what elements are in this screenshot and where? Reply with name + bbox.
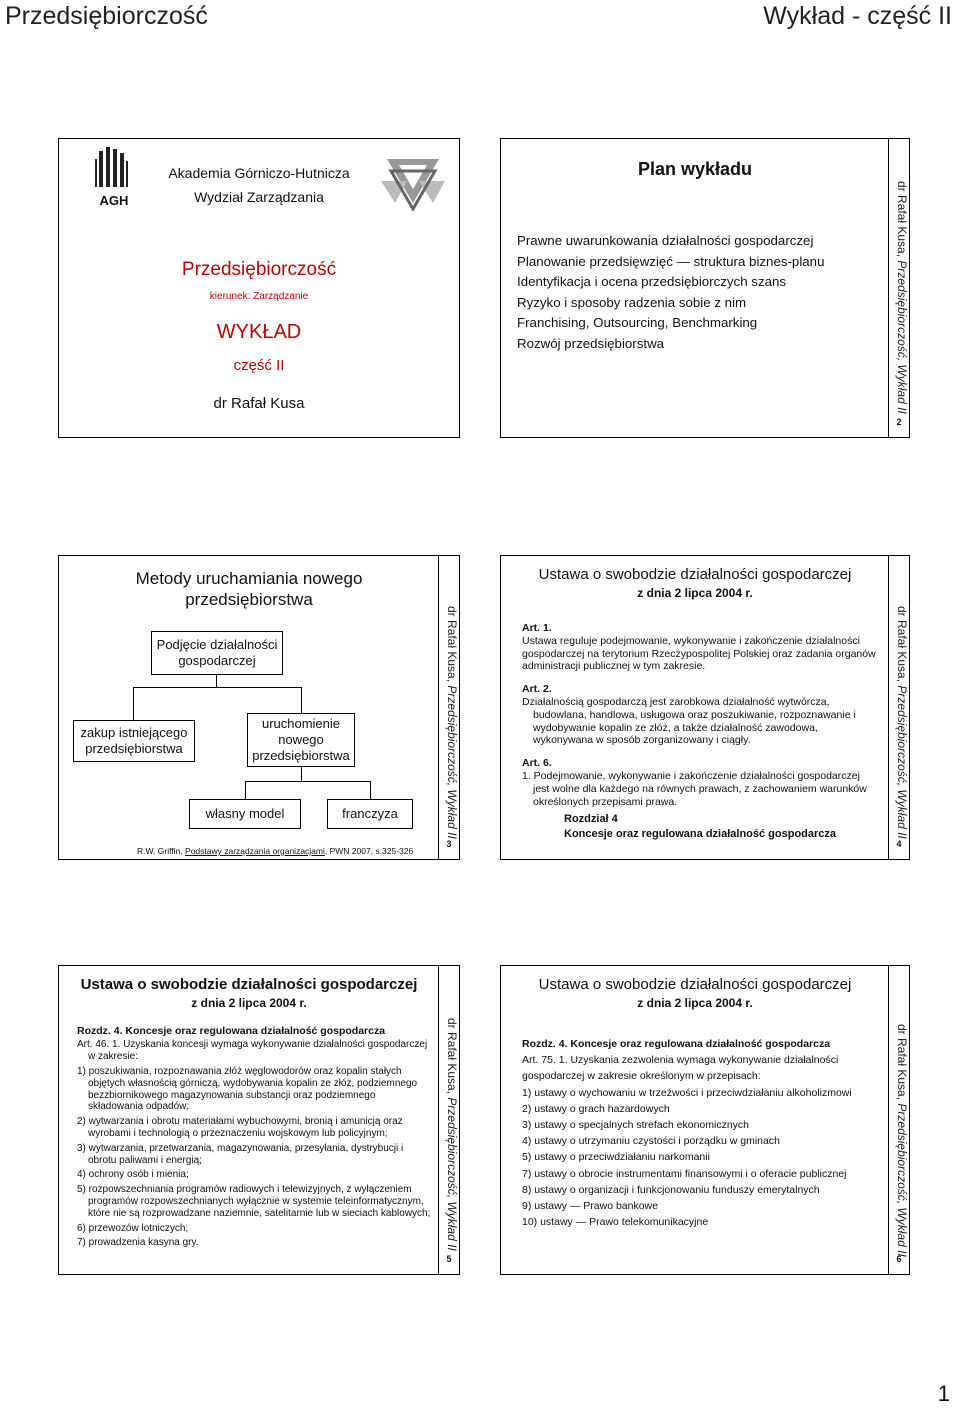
diagram-leaf-franchise: franczyza — [327, 799, 413, 829]
plan-item: Identyfikacja i ocena przedsiębiorczych szans — [517, 274, 787, 289]
connector-line — [216, 675, 217, 687]
course-title: Przedsiębiorczość — [181, 259, 337, 280]
source-citation: R.W. Griffin, Podstawy zarządzania organizacjami, PWN 2007, s.325-326 — [137, 846, 414, 856]
slide-sidebar — [888, 139, 909, 437]
chapter-heading: Rozdział 4 Koncesje oraz regulowana działalność gospodarcza — [564, 813, 837, 840]
list-item: 5) ustawy o przeciwdziałaniu narkomanii — [522, 1151, 710, 1164]
article-text: Ustawa reguluje podejmowanie, wykonywanie i zakończenie działalności gospodarczej na terytorium Rzeczypospolitej Polskiej oraz zadania organów administracji publicznej w tym zakresie. — [522, 634, 876, 673]
plan-list — [517, 231, 885, 354]
plan-item: Ryzyko i sposoby radzenia sobie z nim — [517, 294, 747, 310]
connector-line — [245, 781, 371, 782]
section-heading: Rozdz. 4. Koncesje oraz regulowana działalność gospodarcza — [77, 1025, 386, 1037]
article-intro: Art. 75. 1. Uzyskania zezwolenia wymaga wykonywanie działalności gospodarczej w zakresie określonym w przepisach: — [522, 1054, 839, 1083]
list-item: 4) ochrony osób i mienia; — [77, 1169, 189, 1181]
list-item: 2) wytwarzania i obrotu materiałami wybuchowymi, bronią i amunicją oraz wyrobami i technologią o przeznaczeniu wojskowym lub policyjnym; — [77, 1116, 403, 1139]
list-item: 7) prowadzenia kasyna gry. — [77, 1237, 199, 1249]
article-heading: Art. 1. — [522, 622, 552, 634]
slide-sidebar — [438, 556, 459, 859]
slide-title: Plan wykładu — [637, 159, 753, 179]
articles-text — [522, 622, 877, 808]
connector-line — [301, 687, 302, 713]
list-item: 2) ustawy o grach hazardowych — [522, 1102, 670, 1115]
diagram-leaf-own-model: własny model — [189, 799, 301, 829]
lecture-label: WYKŁAD — [216, 321, 302, 343]
slide-1 — [58, 138, 460, 438]
svg-text:AGH: AGH — [99, 193, 129, 208]
slide-subtitle: z dnia 2 lipca 2004 r. — [191, 996, 307, 1010]
plan-item: Planowanie przedsięwzięć — struktura biznes-planu — [517, 253, 825, 269]
slide-6 — [500, 965, 910, 1275]
list-item: 5) rozpowszechniania programów radiowych i telewizyjnych, z wyłączeniem programów rozpowszechnianych wyłącznie w systemie teleinformatycznym, które nie są rozprowadzane naziemnie, satelitarnie lub w sieciach kablowych; — [77, 1184, 431, 1219]
sidebar-author: dr Rafał Kusa, Przedsiębiorczość, Wykład II — [895, 1024, 909, 1257]
article-heading: Art. 6. — [522, 757, 552, 770]
list-item: 6) przewozów lotniczych; — [77, 1222, 189, 1234]
list-item: 9) ustawy — Prawo bankowe — [522, 1200, 658, 1213]
diagram-root-node: Podjęcie działalności gospodarczej — [151, 631, 283, 675]
slide-4 — [500, 555, 910, 860]
plan-item: Rozwój przedsiębiorstwa — [517, 335, 665, 351]
slide-number: 3 — [446, 839, 452, 849]
list-item: 3) wytwarzania, przetwarzania, magazynowania, przesyłania, dystrybucji i obrotu paliwami i energią; — [77, 1142, 404, 1166]
author-name: dr Rafał Kusa — [213, 395, 305, 412]
slide-title: Metody uruchamiania nowego przedsiębiorstwa — [135, 569, 363, 609]
list-item: 4) ustawy o utrzymaniu czystości i porządku w gminach — [522, 1135, 780, 1148]
field-of-study: kierunek: Zarządzanie — [209, 291, 309, 302]
list-item: 10) ustawy — Prawo telekomunikacyjne — [522, 1216, 709, 1229]
slide-subtitle: z dnia 2 lipca 2004 r. — [637, 996, 753, 1010]
connector-line — [301, 767, 302, 781]
university-name: Akademia Górniczo-Hutnicza — [168, 165, 350, 181]
connector-line — [133, 687, 134, 720]
slide-5 — [58, 965, 460, 1275]
slide-title: Ustawa o swobodzie działalności gospodarczej — [80, 976, 418, 993]
header-title-right: Wykład - część II — [763, 2, 952, 30]
diagram-node-acquire: zakup istniejącego przedsiębiorstwa — [73, 720, 195, 762]
sidebar-author: dr Rafał Kusa, Przedsiębiorczość, Wykład II — [895, 181, 909, 414]
slide-sidebar — [438, 966, 459, 1274]
article-heading: Art. 2. — [522, 683, 552, 696]
list-item: 8) ustawy o organizacji i funkcjonowaniu funduszy emerytalnych — [522, 1183, 820, 1196]
connector-line — [370, 781, 371, 799]
list-item: 1) poszukiwania, rozpoznawania złóż węglowodorów oraz kopalin stałych objętych własnością górniczą, wydobywania kopalin ze złóż, podziemnego bezzbiornikowego magazynowania substancji oraz podziemnego składowania odpadów; — [77, 1065, 418, 1113]
slide-sidebar — [888, 556, 909, 859]
slide-number: 6 — [896, 1254, 902, 1264]
slide-subtitle: z dnia 2 lipca 2004 r. — [637, 586, 753, 600]
section-heading: Rozdz. 4. Koncesje oraz regulowana działalność gospodarcza — [522, 1038, 831, 1050]
sidebar-author: dr Rafał Kusa, Przedsiębiorczość, Wykład II — [895, 606, 909, 839]
slide-sidebar — [888, 966, 909, 1274]
list-item: 3) ustawy o specjalnych strefach ekonomicznych — [522, 1119, 750, 1132]
list-item: 7) ustawy o obrocie instrumentami finansowymi i o oferacie publicznej — [522, 1167, 847, 1180]
slide-number: 4 — [896, 839, 902, 849]
list-item: 1) ustawy o wychowaniu w trzeźwości i przeciwdziałaniu alkoholizmowi — [522, 1086, 852, 1099]
article-text-block — [77, 1025, 433, 1249]
slide-number: 5 — [446, 1254, 452, 1264]
sidebar-author: dr Rafał Kusa, Przedsiębiorczość, Wykład II — [445, 1018, 459, 1251]
article-text-block — [522, 1036, 881, 1230]
plan-item: Prawne uwarunkowania działalności gospodarczej — [517, 233, 814, 248]
connector-line — [245, 781, 246, 799]
article-text: 1. Podejmowanie, wykonywanie i zakończenie działalności gospodarczej jest wolne dla każdego na równych prawach, z zachowaniem warunków określonych przepisami prawa. — [522, 769, 867, 808]
faculty-name: Wydział Zarządzania — [194, 189, 324, 205]
article-intro: Art. 46. 1. Uzyskania koncesji wymaga wykonywanie działalności gospodarczej w zakresie: — [77, 1039, 428, 1063]
lecture-part: część II — [233, 357, 285, 374]
connector-line — [133, 687, 302, 688]
sidebar-author: dr Rafał Kusa, Przedsiębiorczość, Wykład II — [445, 606, 459, 839]
diagram-node-startup: uruchomienie nowego przedsiębiorstwa — [247, 713, 355, 767]
slide-title: Ustawa o swobodzie działalności gospodarczej — [538, 976, 852, 993]
slide-number: 2 — [896, 417, 902, 427]
plan-item: Franchising, Outsourcing, Benchmarking — [517, 315, 758, 330]
article-text: Działalnością gospodarczą jest zarobkowa działalność wytwórcza, budowlana, handlowa, usługowa oraz poszukiwanie, rozpoznawanie i wydobywanie kopalin ze złóż, a także działalność zawodowa, wykonywana w sposób zorganizowany i ciągły. — [522, 695, 856, 747]
page-number: 1 — [937, 1381, 950, 1406]
slide-2 — [500, 138, 910, 438]
slide-3 — [58, 555, 460, 860]
header-title-left: Przedsiębiorczość — [5, 2, 208, 30]
slide-title: Ustawa o swobodzie działalności gospodarczej — [538, 566, 852, 583]
